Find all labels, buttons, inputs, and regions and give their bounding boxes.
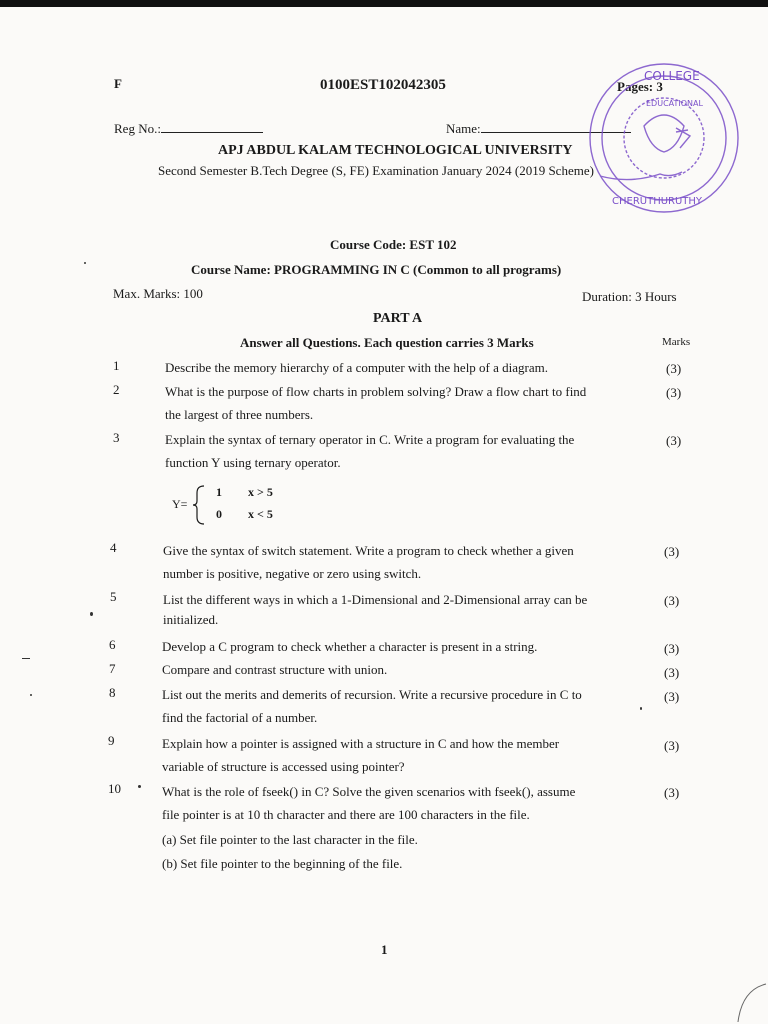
question-number-4: 4 bbox=[110, 540, 117, 555]
question-number-6: 6 bbox=[109, 637, 116, 652]
part-title: PART A bbox=[373, 311, 423, 326]
question-3-line-1: Explain the syntax of ternary operator in C. Write a program for evaluating the bbox=[165, 432, 575, 447]
left-brace-icon bbox=[192, 485, 206, 525]
question-8-marks: (3) bbox=[664, 689, 680, 704]
duration: Duration: 3 Hours bbox=[582, 289, 677, 304]
series-letter: F bbox=[114, 76, 122, 91]
top-scan-border bbox=[0, 0, 768, 7]
question-9-marks: (3) bbox=[664, 738, 680, 753]
question-8-line-1: List out the merits and demerits of recursion. Write a recursive procedure in C to bbox=[162, 687, 582, 702]
question-10-line-1: What is the role of fseek() in C? Solve the given scenarios with fseek(), assume bbox=[162, 784, 576, 799]
scan-speck bbox=[22, 658, 30, 659]
question-4-line-2: number is positive, negative or zero using switch. bbox=[163, 566, 422, 581]
course-name: Course Name: PROGRAMMING IN C (Common to all programs) bbox=[191, 262, 562, 277]
question-10-marks: (3) bbox=[664, 785, 680, 800]
piecewise-value-2: 0 bbox=[216, 507, 222, 521]
question-4-line-1: Give the syntax of switch statement. Write a program to check whether a given bbox=[163, 543, 574, 558]
question-number-1: 1 bbox=[113, 358, 120, 373]
seal-text-top: COLLEGE bbox=[644, 69, 700, 83]
question-number-10: 10 bbox=[108, 781, 121, 796]
question-number-7: 7 bbox=[109, 661, 116, 676]
question-8-line-2: find the factorial of a number. bbox=[162, 710, 318, 725]
piecewise-lhs: Y= bbox=[172, 497, 188, 511]
question-number-2: 2 bbox=[113, 382, 120, 397]
course-code: Course Code: EST 102 bbox=[330, 237, 457, 252]
piecewise-function bbox=[170, 483, 310, 527]
question-10-line-2: file pointer is at 10 th character and there are 100 characters in the file. bbox=[162, 807, 530, 822]
reg-no-field bbox=[114, 121, 263, 137]
university-name: APJ ABDUL KALAM TECHNOLOGICAL UNIVERSITY bbox=[218, 143, 573, 158]
seal-text-mid: EDUCATIONAL bbox=[646, 99, 703, 108]
piecewise-condition-1: x > 5 bbox=[248, 485, 273, 499]
exam-title: Second Semester B.Tech Degree (S, FE) Examination January 2024 (2019 Scheme) bbox=[158, 163, 594, 178]
question-10-part-a: (a) Set file pointer to the last character in the file. bbox=[162, 832, 418, 847]
question-7-marks: (3) bbox=[664, 665, 680, 680]
reg-no-blank bbox=[161, 131, 263, 133]
question-number-3: 3 bbox=[113, 430, 120, 445]
question-3-line-2: function Y using ternary operator. bbox=[165, 455, 341, 470]
scan-speck bbox=[138, 785, 141, 788]
question-number-9: 9 bbox=[108, 733, 115, 748]
page-curl-mark bbox=[732, 982, 768, 1024]
question-9-line-1: Explain how a pointer is assigned with a structure in C and how the member bbox=[162, 736, 560, 751]
question-number-5: 5 bbox=[110, 589, 117, 604]
max-marks: Max. Marks: 100 bbox=[113, 286, 203, 301]
question-7-text: Compare and contrast structure with union. bbox=[162, 662, 388, 677]
question-1-text: Describe the memory hierarchy of a computer with the help of a diagram. bbox=[165, 360, 548, 375]
question-number-8: 8 bbox=[109, 685, 116, 700]
page-number: 1 bbox=[381, 942, 388, 957]
scan-speck bbox=[84, 262, 86, 264]
question-2-line-1: What is the purpose of flow charts in problem solving? Draw a flow chart to find bbox=[165, 384, 587, 399]
name-label: Name: bbox=[446, 121, 481, 136]
marks-column-header: Marks bbox=[662, 336, 691, 348]
question-5-line-1: List the different ways in which a 1-Dimensional and 2-Dimensional array can be bbox=[163, 592, 588, 607]
scan-speck bbox=[30, 694, 32, 696]
paper-code: 0100EST102042305 bbox=[320, 77, 446, 93]
piecewise-condition-2: x < 5 bbox=[248, 507, 273, 521]
scan-speck bbox=[640, 707, 642, 710]
part-instructions: Answer all Questions. Each question carries 3 Marks bbox=[240, 335, 534, 350]
question-4-marks: (3) bbox=[664, 544, 680, 559]
question-6-marks: (3) bbox=[664, 641, 680, 656]
seal-text-bottom: CHERUTHURUTHY bbox=[612, 196, 703, 207]
scan-speck bbox=[90, 612, 93, 616]
question-6-text: Develop a C program to check whether a character is present in a string. bbox=[162, 639, 538, 654]
question-1-marks: (3) bbox=[666, 361, 682, 376]
reg-no-label: Reg No.: bbox=[114, 121, 161, 136]
piecewise-value-1: 1 bbox=[216, 485, 222, 499]
question-5-line-2: initialized. bbox=[163, 612, 219, 627]
question-9-line-2: variable of structure is accessed using pointer? bbox=[162, 759, 405, 774]
question-2-marks: (3) bbox=[666, 385, 682, 400]
question-10-part-b: (b) Set file pointer to the beginning of the file. bbox=[162, 856, 403, 871]
question-2-line-2: the largest of three numbers. bbox=[165, 407, 314, 422]
question-3-marks: (3) bbox=[666, 433, 682, 448]
college-seal-stamp bbox=[572, 58, 748, 218]
pages-count: Pages: 3 bbox=[617, 79, 663, 94]
question-5-marks: (3) bbox=[664, 593, 680, 608]
